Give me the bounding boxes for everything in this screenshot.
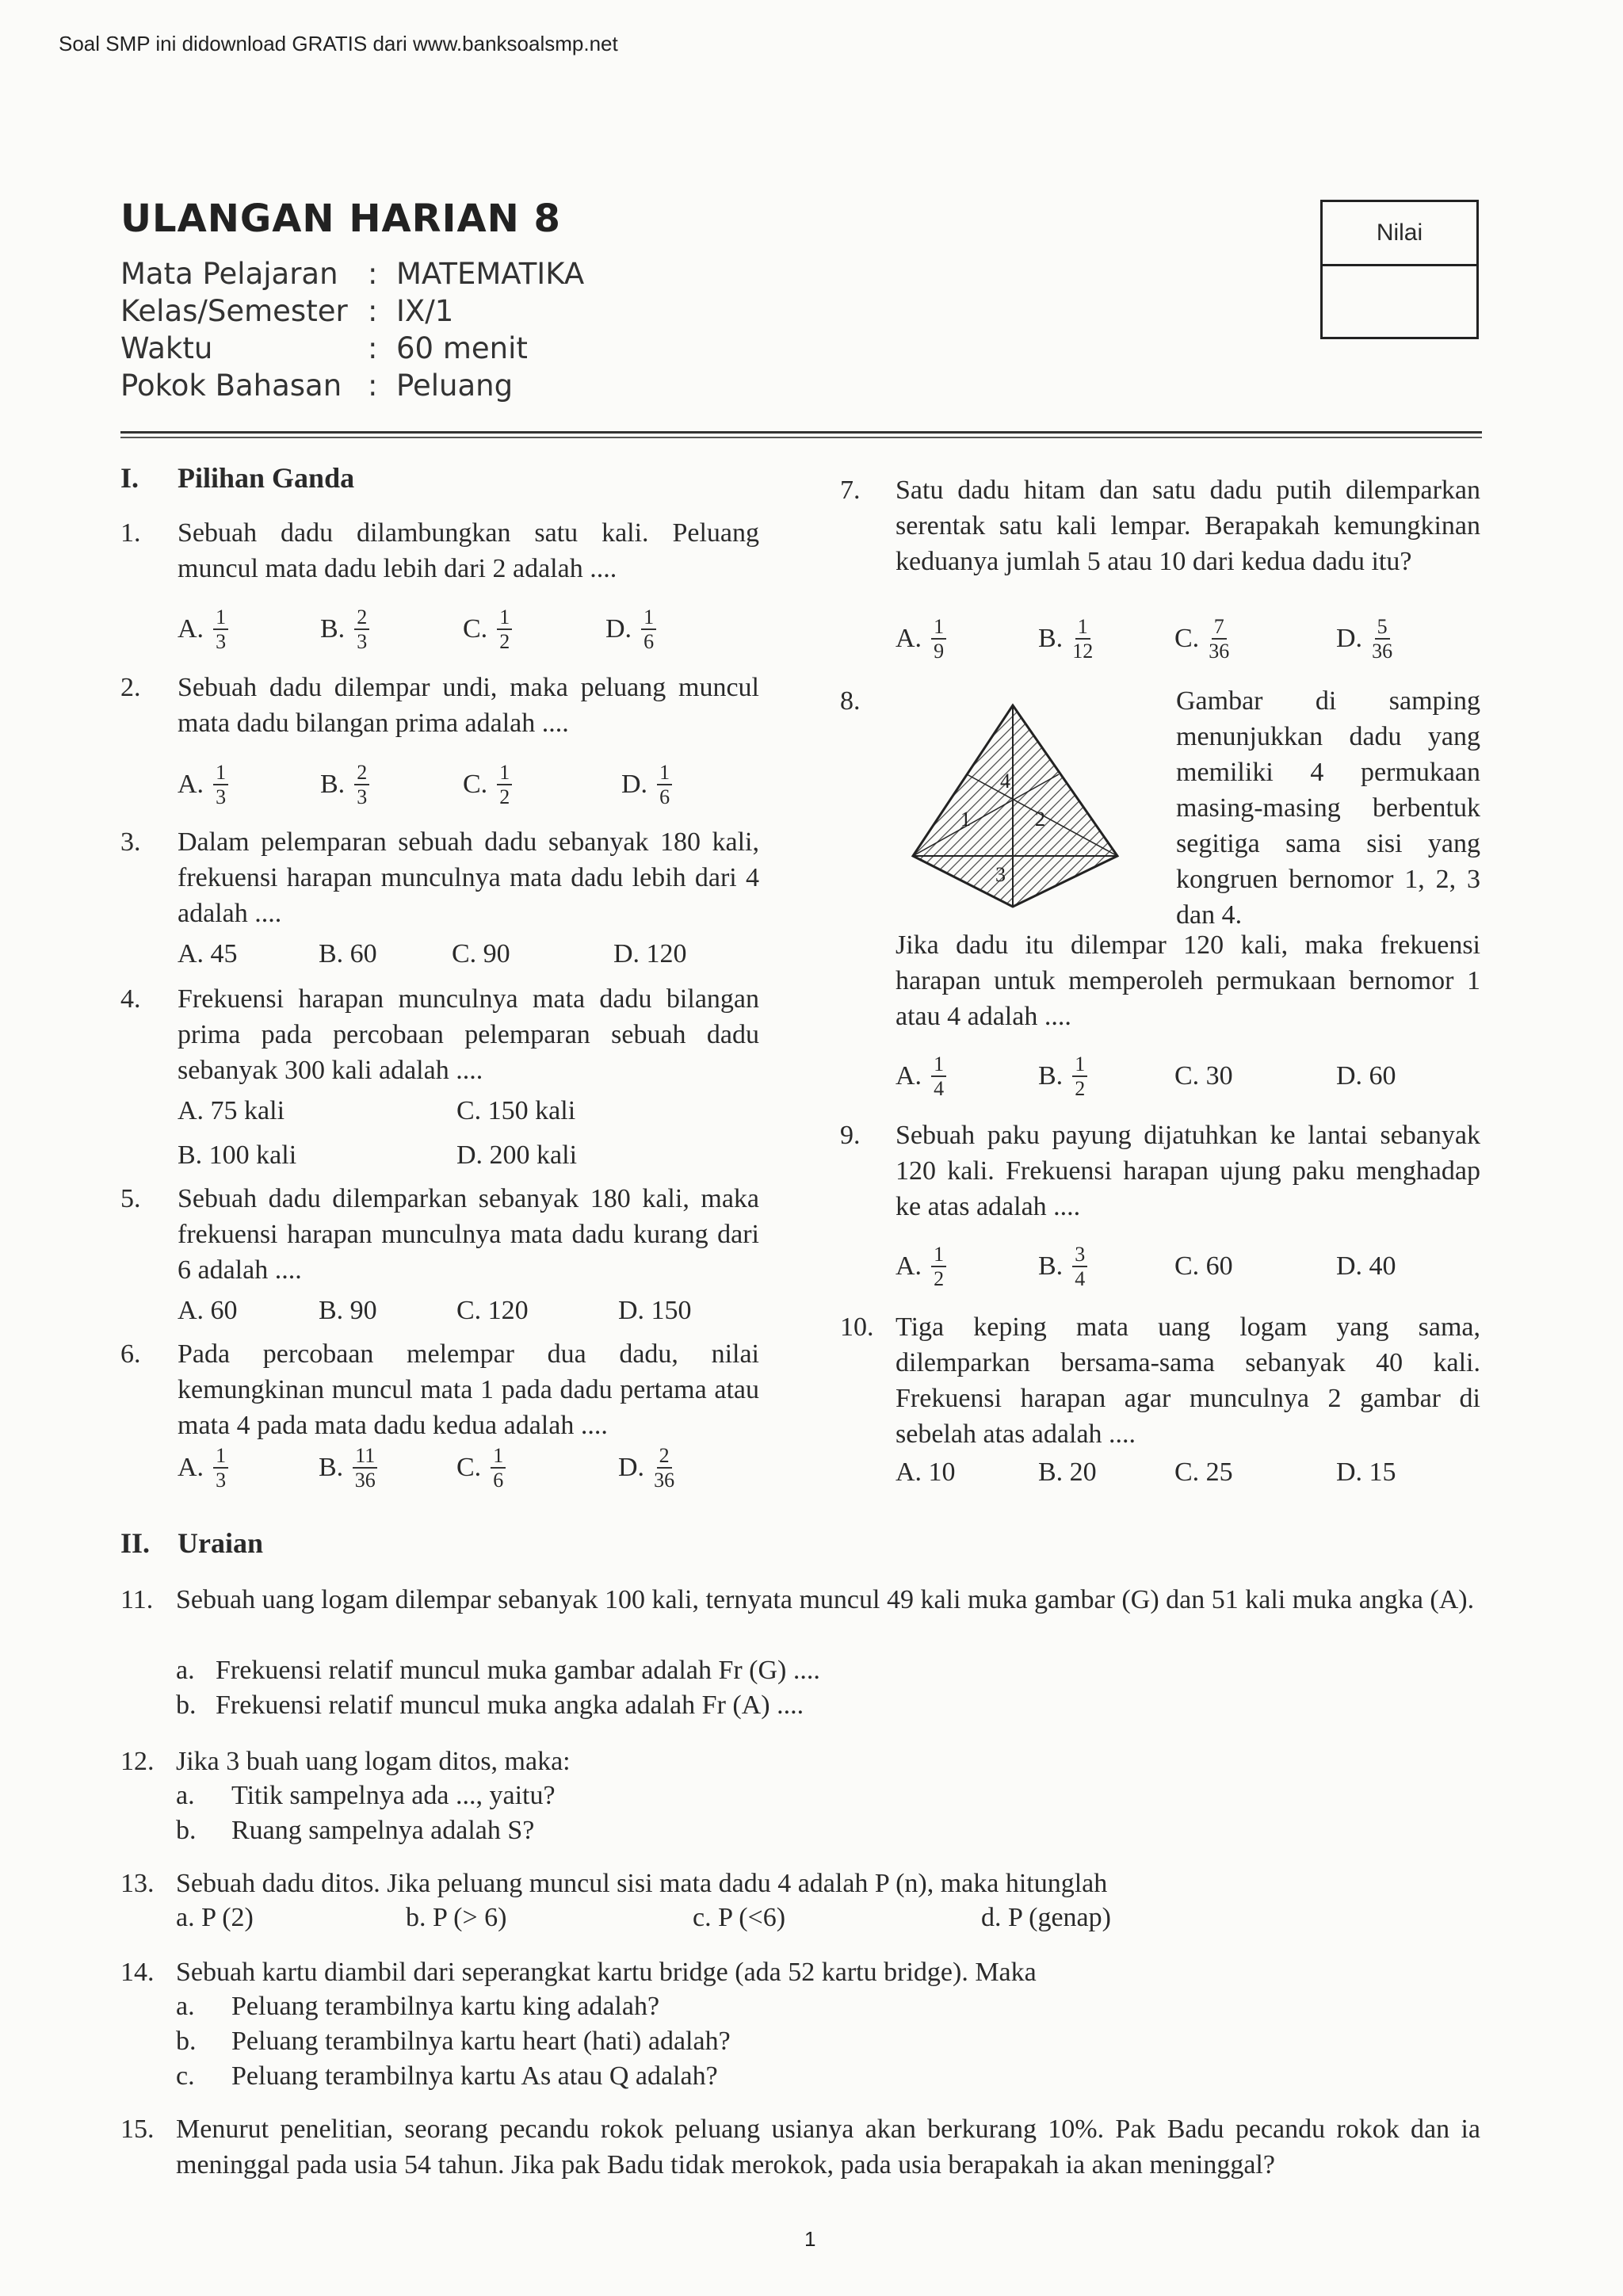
exam-meta: [120, 255, 584, 404]
sub-item: d. P (genap): [981, 1903, 1111, 1932]
question-4-text: Frekuensi harapan munculnya mata dadu bilangan prima pada percobaan pelemparan sebuah dadu sebanyak 300 kali adalah ....: [178, 984, 759, 1085]
option-a[interactable]: A. $\frac{1}{3}$: [178, 607, 320, 652]
question-7-text: Satu dadu hitam dan satu dadu putih dilemparkan serentak satu kali lempar. Berapakah kemungkinan keduanya jumlah 5 atau 10 dari kedua dadu itu?: [896, 476, 1480, 576]
meta-value: Peluang: [396, 369, 514, 403]
meta-row-class: [120, 292, 584, 330]
option-c[interactable]: C. 60: [1174, 1251, 1233, 1281]
meta-key: Mata Pelajaran: [120, 257, 338, 291]
question-5-text: Sebuah dadu dilemparkan sebanyak 180 kali, maka frekuensi harapan munculnya mata dadu kurang dari 6 adalah ....: [178, 1184, 759, 1285]
meta-key: Waktu: [120, 331, 213, 365]
meta-row-topic: [120, 367, 584, 404]
meta-value: 60 menit: [396, 331, 528, 365]
question-4-options-row1: [178, 1089, 575, 1133]
question-number: 15.: [120, 2115, 155, 2144]
question-number: 5.: [120, 1184, 141, 1213]
option-a[interactable]: A. $\frac{1}{4}$: [896, 1054, 1038, 1099]
option-b[interactable]: B. 100 kali: [178, 1140, 297, 1170]
question-12-subs: [176, 1778, 556, 1848]
option-d[interactable]: D. 15: [1336, 1457, 1396, 1487]
option-c[interactable]: C. $\frac{1}{6}$: [456, 1446, 618, 1491]
question-4-options-row2: [178, 1133, 577, 1178]
option-c[interactable]: C. 25: [1174, 1457, 1233, 1487]
die-outline: [913, 705, 1117, 907]
sub-item: a. Titik sampelnya ada ..., yaitu?: [176, 1781, 556, 1810]
option-d[interactable]: D. 60: [1336, 1061, 1396, 1091]
option-d[interactable]: D. $\frac{2}{36}$: [618, 1443, 675, 1492]
section-heading-1: [120, 461, 354, 495]
meta-colon: :: [368, 257, 378, 291]
option-c[interactable]: C. 150 kali: [456, 1096, 576, 1125]
question-number: 4.: [120, 984, 141, 1014]
sub-item: a. P (2): [176, 1903, 254, 1932]
sub-item: b. Frekuensi relatif muncul muka angka adalah Fr (A) ....: [176, 1690, 804, 1720]
question-6-text: Pada percobaan melempar dua dadu, nilai kemungkinan muncul mata 1 pada dadu pertama atau mata 4 pada mata dadu kedua adalah ....: [178, 1339, 759, 1440]
question-2-text: Sebuah dadu dilempar undi, maka peluang muncul mata dadu bilangan prima adalah ....: [178, 673, 759, 738]
option-a[interactable]: A. $\frac{1}{2}$: [896, 1244, 1038, 1289]
section-heading-2: [120, 1526, 263, 1560]
option-c[interactable]: C. 30: [1174, 1061, 1233, 1091]
page-title: ULANGAN HARIAN 8: [120, 197, 561, 241]
question-number: 6.: [120, 1339, 141, 1369]
question-number: 12.: [120, 1747, 155, 1776]
question-14-text: Sebuah kartu diambil dari seperangkat kartu bridge (ada 52 kartu bridge). Maka: [176, 1958, 1037, 1987]
option-b[interactable]: B. 90: [319, 1296, 377, 1325]
option-d[interactable]: D. 40: [1336, 1251, 1396, 1281]
section-title: Uraian: [178, 1527, 263, 1559]
option-c[interactable]: C. $\frac{7}{36}$: [1174, 614, 1230, 663]
option-c[interactable]: C. 120: [456, 1296, 529, 1325]
sub-item: b. Ruang sampelnya adalah S?: [176, 1816, 535, 1845]
question-13-text: Sebuah dadu ditos. Jika peluang muncul sisi mata dadu 4 adalah P (n), maka hitunglah: [176, 1869, 1108, 1898]
section-title: Pilihan Ganda: [178, 462, 355, 494]
question-number: 2.: [120, 673, 141, 702]
option-c[interactable]: C. $\frac{1}{2}$: [463, 607, 605, 652]
meta-colon: :: [368, 331, 378, 365]
question-number: 9.: [840, 1121, 861, 1150]
question-3-text: Dalam pelemparan sebuah dadu sebanyak 180 kali, frekuensi harapan munculnya mata dadu lebih dari 4 adalah ....: [178, 827, 759, 928]
question-8-options: [896, 1051, 1482, 1102]
question-number: 1.: [120, 518, 141, 548]
option-b[interactable]: B. 20: [1038, 1457, 1097, 1487]
meta-row-time: [120, 330, 584, 367]
question-number: 11.: [120, 1585, 154, 1614]
score-field[interactable]: [1323, 266, 1476, 339]
question-number: 3.: [120, 827, 141, 857]
option-b[interactable]: B. $\frac{11}{36}$: [319, 1446, 456, 1491]
section-number: I.: [120, 462, 139, 494]
option-b[interactable]: B. $\frac{3}{4}$: [1038, 1244, 1174, 1289]
question-13-subs: [176, 1901, 1111, 1935]
page-number: 1: [804, 2227, 816, 2251]
question-8-side-text: Gambar di samping menunjukkan dadu yang memiliki 4 permukaan masing-masing berbentuk segitiga sama sisi yang kongruen bernomor 1, 2, 3 dan 4.: [1176, 686, 1480, 930]
question-3-options: [178, 932, 764, 976]
sub-item: b. P (> 6): [406, 1903, 507, 1932]
divider: [120, 437, 1482, 438]
meta-row-subject: [120, 255, 584, 292]
sub-item: a. Frekuensi relatif muncul muka gambar adalah Fr (G) ....: [176, 1656, 820, 1685]
face-label: 4: [1000, 770, 1010, 793]
question-11-text: Sebuah uang logam dilempar sebanyak 100 kali, ternyata muncul 49 kali muka gambar (G) dan 51 kali muka angka (A).: [176, 1585, 1475, 1614]
question-8-text: Jika dadu itu dilempar 120 kali, maka frekuensi harapan untuk memperoleh permukaan bernomor 1 atau 4 adalah ....: [896, 930, 1480, 1031]
section-number: II.: [120, 1527, 151, 1559]
option-b[interactable]: B. $\frac{2}{3}$: [320, 762, 463, 808]
meta-key: Kelas/Semester: [120, 294, 348, 328]
option-b[interactable]: B. $\frac{2}{3}$: [320, 607, 463, 652]
divider: [120, 431, 1482, 434]
option-a[interactable]: A. $\frac{1}{3}$: [178, 762, 320, 808]
meta-value: MATEMATIKA: [396, 257, 585, 291]
option-b[interactable]: B. $\frac{1}{12}$: [1038, 614, 1094, 663]
question-9-text: Sebuah paku payung dijatuhkan ke lantai sebanyak 120 kali. Frekuensi harapan ujung paku menghadap ke atas adalah ....: [896, 1121, 1480, 1221]
score-box: [1320, 200, 1479, 339]
meta-value: IX/1: [396, 294, 454, 328]
download-note: Soal SMP ini didownload GRATIS dari www.banksoalsmp.net: [59, 32, 618, 55]
sub-item: c. Peluang terambilnya kartu As atau Q adalah?: [176, 2061, 718, 2091]
meta-colon: :: [368, 369, 378, 403]
question-9-options: [896, 1241, 1482, 1292]
option-b[interactable]: B. $\frac{1}{2}$: [1038, 1054, 1174, 1099]
option-a[interactable]: A. $\frac{1}{3}$: [178, 1446, 319, 1491]
question-number: 13.: [120, 1869, 155, 1898]
question-14-subs: [176, 1989, 731, 2094]
sub-item: c. P (<6): [693, 1903, 786, 1932]
meta-colon: :: [368, 294, 378, 328]
option-a[interactable]: A. 60: [178, 1296, 238, 1325]
question-11-subs: [176, 1653, 820, 1723]
question-5-options: [178, 1289, 692, 1333]
sub-item: a. Peluang terambilnya kartu king adalah?: [176, 1992, 660, 2021]
question-1-options: [178, 604, 764, 655]
option-a[interactable]: A. 45: [178, 939, 238, 968]
option-c[interactable]: C. $\frac{1}{2}$: [463, 762, 621, 808]
option-a[interactable]: A. 75 kali: [178, 1096, 285, 1125]
face-label: 3: [995, 863, 1006, 886]
option-c[interactable]: C. 90: [452, 939, 510, 968]
face-label: 2: [1035, 808, 1045, 831]
question-7-options: [896, 613, 1482, 664]
question-12-text: Jika 3 buah uang logam ditos, maka:: [176, 1747, 571, 1776]
option-a[interactable]: A. $\frac{1}{9}$: [896, 617, 1038, 662]
question-number: 8.: [840, 686, 861, 716]
question-number: 7.: [840, 476, 861, 505]
question-2-options: [178, 759, 764, 810]
question-10-text: Tiga keping mata uang logam yang sama, dilemparkan bersama-sama sebanyak 40 kali. Frekuensi harapan agar munculnya 2 gambar di sebelah atas adalah ....: [896, 1312, 1480, 1449]
option-d[interactable]: D. $\frac{1}{6}$: [621, 762, 672, 808]
question-number: 10.: [840, 1312, 874, 1342]
option-d[interactable]: D. 150: [618, 1296, 692, 1325]
face-label: 1: [960, 808, 971, 831]
option-d[interactable]: D. $\frac{1}{6}$: [605, 607, 656, 652]
sub-item: b. Peluang terambilnya kartu heart (hati) adalah?: [176, 2027, 731, 2056]
score-label: Nilai: [1323, 202, 1476, 266]
question-1-text: Sebuah dadu dilambungkan satu kali. Peluang muncul mata dadu lebih dari 2 adalah ....: [178, 518, 759, 583]
meta-key: Pokok Bahasan: [120, 369, 342, 403]
question-15-text: Menurut penelitian, seorang pecandu rokok peluang usianya akan berkurang 10%. Pak Badu pecandu rokok dan ia meninggal pada usia 54 tahun. Jika pak Badu tidak merokok, pada usia berapakah ia akan meninggal?: [176, 2115, 1480, 2179]
tetrahedron-die-figure: [908, 699, 1122, 913]
question-6-options: [178, 1442, 764, 1493]
question-number: 14.: [120, 1958, 155, 1987]
option-d[interactable]: D. 200 kali: [456, 1140, 578, 1170]
option-d[interactable]: D. $\frac{5}{36}$: [1336, 614, 1393, 663]
option-b[interactable]: B. 60: [319, 939, 377, 968]
question-10-options: [896, 1450, 1396, 1495]
option-d[interactable]: D. 120: [613, 939, 687, 968]
option-a[interactable]: A. 10: [896, 1457, 956, 1487]
